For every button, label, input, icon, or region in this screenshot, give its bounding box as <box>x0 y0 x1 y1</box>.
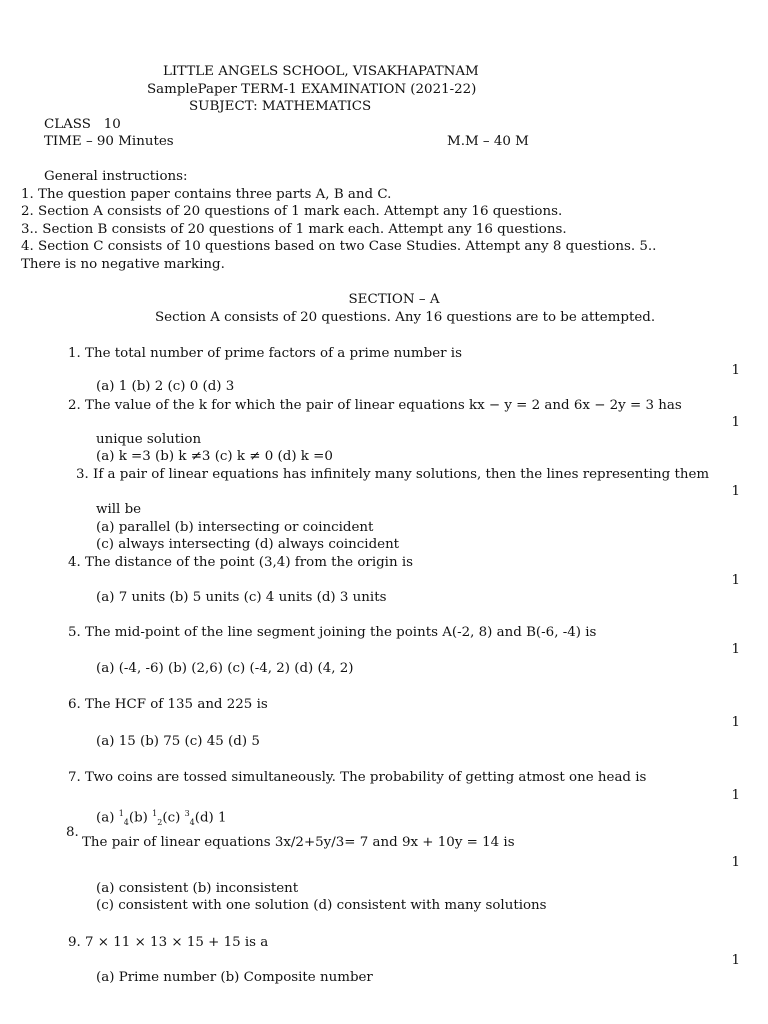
question-8-options-line-2: (c) consistent with one solution (d) consistent with many solutions <box>96 898 547 913</box>
option-a-label: (a) <box>96 810 119 826</box>
question-4-text: 4. The distance of the point (3,4) from the origin is <box>68 555 413 570</box>
question-1-options: (a) 1 (b) 2 (c) 0 (d) 3 <box>96 379 235 394</box>
question-7-text: 7. Two coins are tossed simultaneously. The probability of getting atmost one head is <box>68 770 647 785</box>
question-6-mark: 1 <box>731 715 740 730</box>
question-6-text: 6. The HCF of 135 and 225 is <box>68 697 268 712</box>
question-8-number: 8. <box>66 825 79 840</box>
question-5-options: (a) (-4, -6) (b) (2,6) (c) (-4, 2) (d) (4, 2) <box>96 661 354 676</box>
question-2-options: (a) k =3 (b) k ≠3 (c) k ≠ 0 (d) k =0 <box>96 449 333 464</box>
option-d-label: (d) 1 <box>194 810 227 826</box>
fraction-a-denominator: 4 <box>123 818 129 828</box>
fraction-a-numerator: 1 <box>118 809 124 818</box>
question-2-mark: 1 <box>731 415 740 430</box>
section-title: SECTION – A <box>348 292 440 307</box>
question-1-text: 1. The total number of prime factors of a prime number is <box>68 346 462 361</box>
question-9-options: (a) Prime number (b) Composite number <box>96 970 373 985</box>
fraction-c-denominator: 4 <box>189 818 195 828</box>
class-label: CLASS 10 <box>44 117 121 132</box>
question-5-mark: 1 <box>731 642 740 657</box>
question-3-continuation: will be <box>96 502 142 517</box>
question-4-mark: 1 <box>731 573 740 588</box>
question-2-continuation: unique solution <box>96 432 202 447</box>
question-4-options: (a) 7 units (b) 5 units (c) 4 units (d) 3 units <box>96 590 387 605</box>
subject-title: SUBJECT: MATHEMATICS <box>189 99 372 114</box>
time-label: TIME – 90 Minutes <box>44 134 174 149</box>
question-2-text: 2. The value of the k for which the pair of linear equations kx − y = 2 and 6x − 2y = 3 has <box>68 398 682 413</box>
option-c-label: (c) <box>162 810 185 826</box>
section-subtitle: Section A consists of 20 questions. Any 16 questions are to be attempted. <box>155 310 656 325</box>
instruction-line: 1. The question paper contains three parts A, B and C. <box>21 187 392 202</box>
exam-title: SamplePaper TERM-1 EXAMINATION (2021-22) <box>147 82 477 97</box>
fraction-b-denominator: 2 <box>157 818 163 828</box>
instruction-line: There is no negative marking. <box>21 257 225 272</box>
question-3-mark: 1 <box>731 484 740 499</box>
question-8-mark: 1 <box>731 855 740 870</box>
question-6-options: (a) 15 (b) 75 (c) 45 (d) 5 <box>96 734 260 749</box>
school-name: LITTLE ANGELS SCHOOL, VISAKHAPATNAM <box>163 64 479 79</box>
question-1-mark: 1 <box>731 363 740 378</box>
instruction-line: 3.. Section B consists of 20 questions of 1 mark each. Attempt any 16 questions. <box>21 222 567 237</box>
question-8-text: The pair of linear equations 3x/2+5y/3= 7 and 9x + 10y = 14 is <box>82 835 515 850</box>
max-marks-label: M.M – 40 M <box>447 134 529 149</box>
instructions-title: General instructions: <box>44 169 188 184</box>
question-7-mark: 1 <box>731 788 740 803</box>
question-7-options <box>96 805 227 831</box>
question-8-options-line-1: (a) consistent (b) inconsistent <box>96 881 299 896</box>
instruction-line: 2. Section A consists of 20 questions of 1 mark each. Attempt any 16 questions. <box>21 204 563 219</box>
question-9-mark: 1 <box>731 953 740 968</box>
question-3-options-line-1: (a) parallel (b) intersecting or coincident <box>96 520 374 535</box>
fraction-c-numerator: 3 <box>184 809 190 818</box>
question-3-text: 3. If a pair of linear equations has infinitely many solutions, then the lines representing them <box>76 467 710 482</box>
question-5-text: 5. The mid-point of the line segment joining the points A(-2, 8) and B(-6, -4) is <box>68 625 597 640</box>
question-9-text: 9. 7 × 11 × 13 × 15 + 15 is a <box>68 935 269 950</box>
option-b-label: (b) <box>128 810 153 826</box>
instruction-line: 4. Section C consists of 10 questions based on two Case Studies. Attempt any 8 questions. 5.. <box>21 239 657 254</box>
fraction-b-numerator: 1 <box>152 809 158 818</box>
question-3-options-line-2: (c) always intersecting (d) always coincident <box>96 537 400 552</box>
